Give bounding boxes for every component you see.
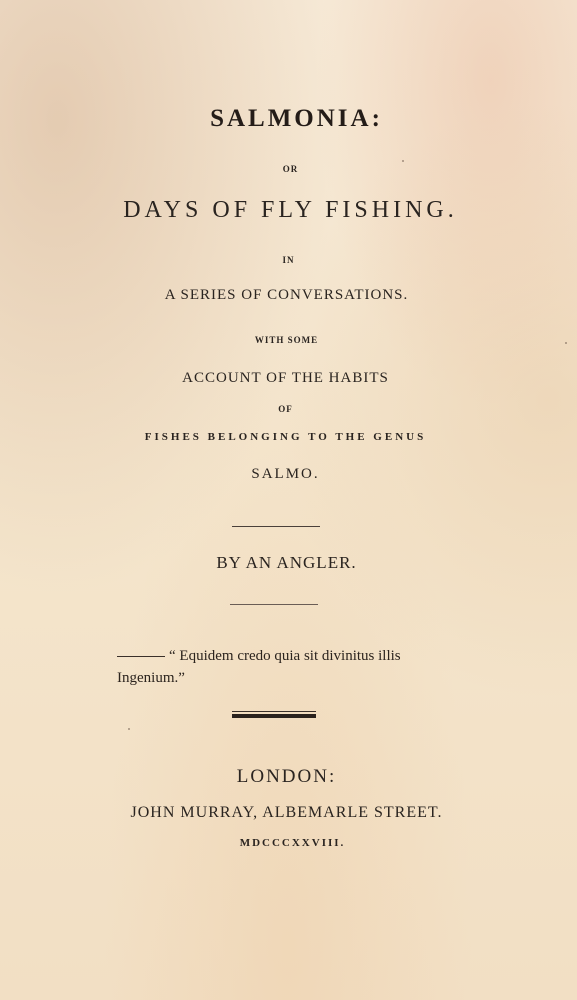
book-title: SALMONIA: — [210, 105, 383, 132]
author-line: BY AN ANGLER. — [216, 553, 357, 572]
epigraph — [117, 645, 457, 689]
imprint-place: LONDON: — [236, 766, 337, 787]
paper-speck — [402, 160, 404, 162]
imprint-publisher: JOHN MURRAY, ALBEMARLE STREET. — [130, 804, 443, 821]
epigraph-text-1: “ Equidem credo quia sit divinitus illis — [169, 648, 401, 664]
epigraph-line-1 — [117, 645, 457, 667]
paper-speck — [565, 342, 567, 344]
ornament-thick-line — [232, 714, 316, 718]
series-line: A SERIES OF CONVERSATIONS. — [164, 287, 409, 303]
account-line: ACCOUNT OF THE HABITS — [182, 370, 389, 386]
ornament-thin-line — [232, 711, 316, 712]
conjunction-or: OR — [282, 164, 299, 174]
epigraph-dash — [117, 656, 165, 657]
with-some-line: WITH SOME — [254, 335, 319, 345]
divider-rule-2 — [230, 604, 318, 605]
book-subtitle: DAYS OF FLY FISHING. — [123, 197, 458, 223]
fishes-line: FISHES BELONGING TO THE GENUS — [144, 431, 427, 443]
imprint-year: MDCCCXXVIII. — [239, 837, 346, 849]
epigraph-line-2: Ingenium.” — [117, 670, 185, 686]
preposition-of: OF — [278, 404, 293, 414]
preposition-in: IN — [282, 255, 295, 265]
genus-line: SALMO. — [251, 466, 320, 482]
ornamental-rule — [232, 711, 316, 719]
paper-speck — [128, 728, 130, 730]
divider-rule-1 — [232, 526, 320, 527]
